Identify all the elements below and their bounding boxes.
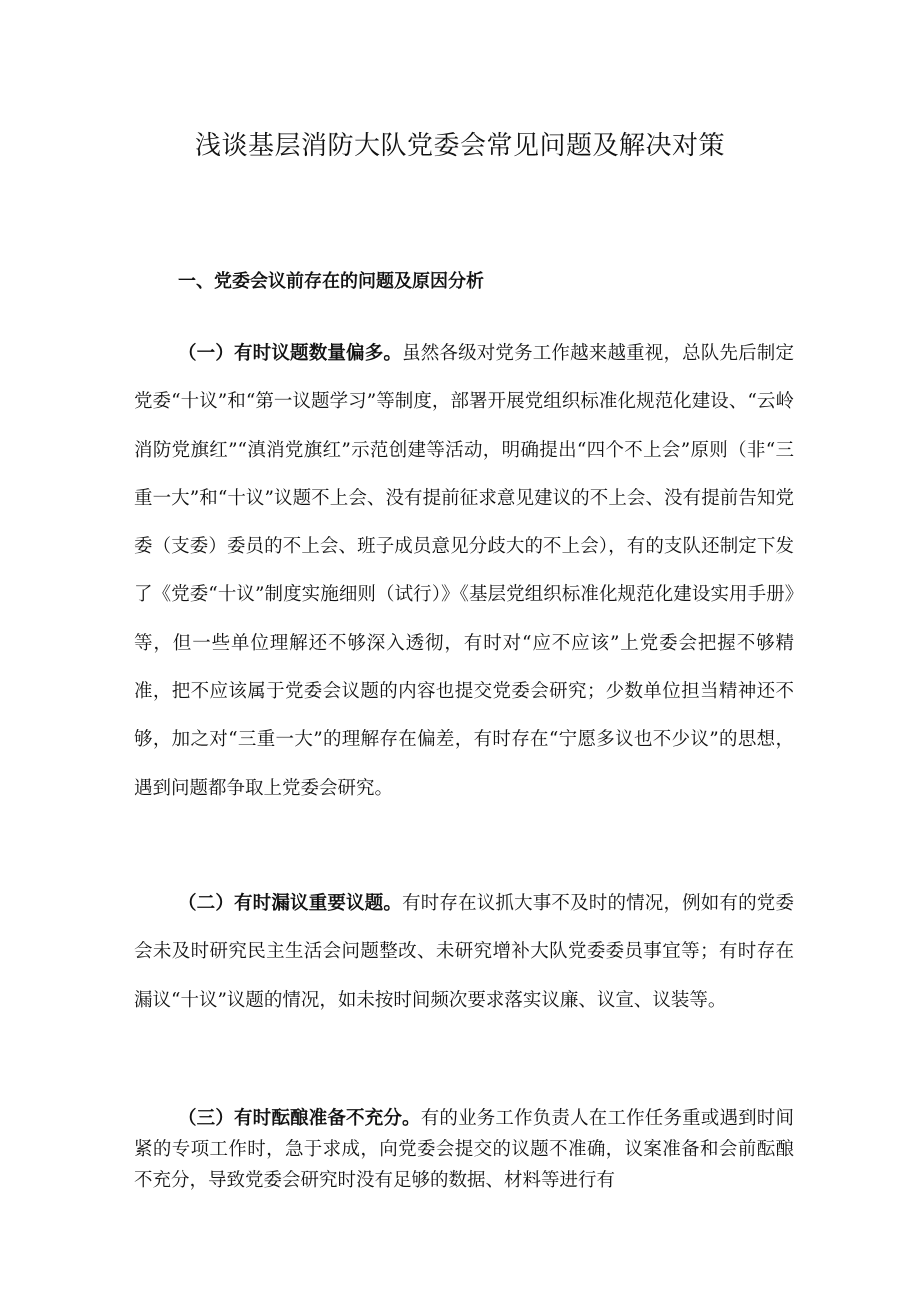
paragraph-3-body: 有的业务工作负责人在工作任务重或遇到时间紧的专项工作时，急于求成，向党委会提交的议题不准确，议案准备和会前酝酿不充分，导致党委会研究时没有足够的数据、材料等进行有 (134, 1108, 794, 1191)
paragraph-2-lead: （二）有时漏议重要议题。 (178, 893, 403, 914)
paragraph-1 (134, 330, 794, 813)
paragraph-2 (134, 880, 794, 1025)
paragraph-3-lead: （三）有时酝酿准备不充分。 (178, 1108, 421, 1129)
document-title: 浅谈基层消防大队党委会常见问题及解决对策 (194, 131, 725, 161)
paragraph-3 (134, 1103, 794, 1196)
paragraph-2-body: 有时存在议抓大事不及时的情况，例如有的党委会未及时研究民主生活会问题整改、未研究增补大队党委委员事宜等；有时存在漏议“十议”议题的情况，如未按时间频次要求落实议廉、议宣、议装等。 (134, 893, 794, 1011)
section-heading: 一、党委会议前存在的问题及原因分析 (178, 271, 484, 292)
paragraph-1-lead: （一）有时议题数量偏多。 (178, 343, 403, 364)
paragraph-1-body: 虽然各级对党务工作越来越重视，总队先后制定党委“十议”和“第一议题学习”等制度，部署开展党组织标准化规范化建设、“云岭消防党旗红”“滇消党旗红”示范创建等活动，明确提出“四个不上会”原则（非“三重一大”和“十议”议题不上会、没有提前征求意见建议的不上会、没有提前告知党委（支委）委员的不上会、班子成员意见分歧大的不上会），有的支队还制定下发了《党委“十议”制度实施细则（试行）》《基层党组织标准化规范化建设实用手册》等，但一些单位理解还不够深入透彻，有时对“应不应该”上党委会把握不够精准，把不应该属于党委会议题的内容也提交党委会研究；少数单位担当精神还不够，加之对“三重一大”的理解存在偏差，有时存在“宁愿多议也不少议”的思想，遇到问题都争取上党委会研究。 (134, 343, 794, 799)
